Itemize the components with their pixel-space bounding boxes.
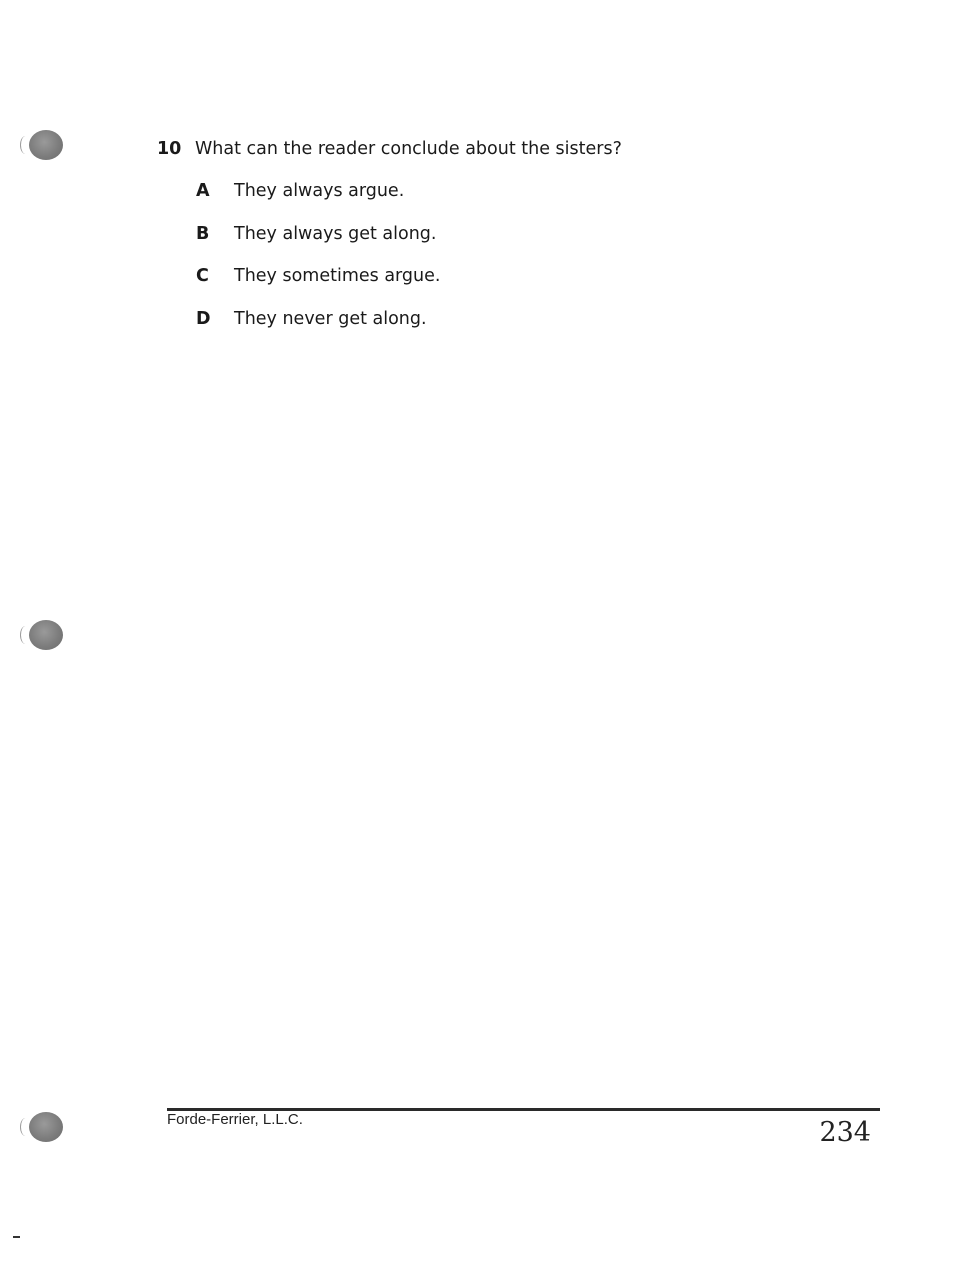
option-letter: B — [196, 223, 210, 244]
binder-punch-hole — [29, 1112, 63, 1142]
answer-option-b[interactable] — [196, 222, 440, 265]
question-text: What can the reader conclude about the sisters? — [195, 139, 622, 159]
option-text: They always get along. — [234, 223, 437, 244]
option-text: They always argue. — [234, 181, 405, 201]
publisher-name: Forde-Ferrier, L.L.C. — [167, 1111, 303, 1128]
option-letter: A — [196, 181, 210, 201]
answer-options — [196, 179, 440, 349]
question-number: 10 — [157, 139, 182, 159]
binder-punch-hole — [29, 130, 63, 160]
answer-option-a[interactable] — [196, 179, 440, 222]
answer-option-c[interactable] — [196, 264, 440, 307]
option-text: They never get along. — [234, 308, 427, 329]
option-letter: D — [196, 308, 211, 329]
option-text: They sometimes argue. — [234, 266, 441, 286]
binder-punch-hole — [29, 620, 63, 650]
question-prompt — [157, 137, 622, 161]
page-number: 234 — [819, 1117, 871, 1148]
scan-mark — [13, 1236, 20, 1238]
option-letter: C — [196, 266, 209, 286]
answer-option-d[interactable] — [196, 307, 440, 350]
